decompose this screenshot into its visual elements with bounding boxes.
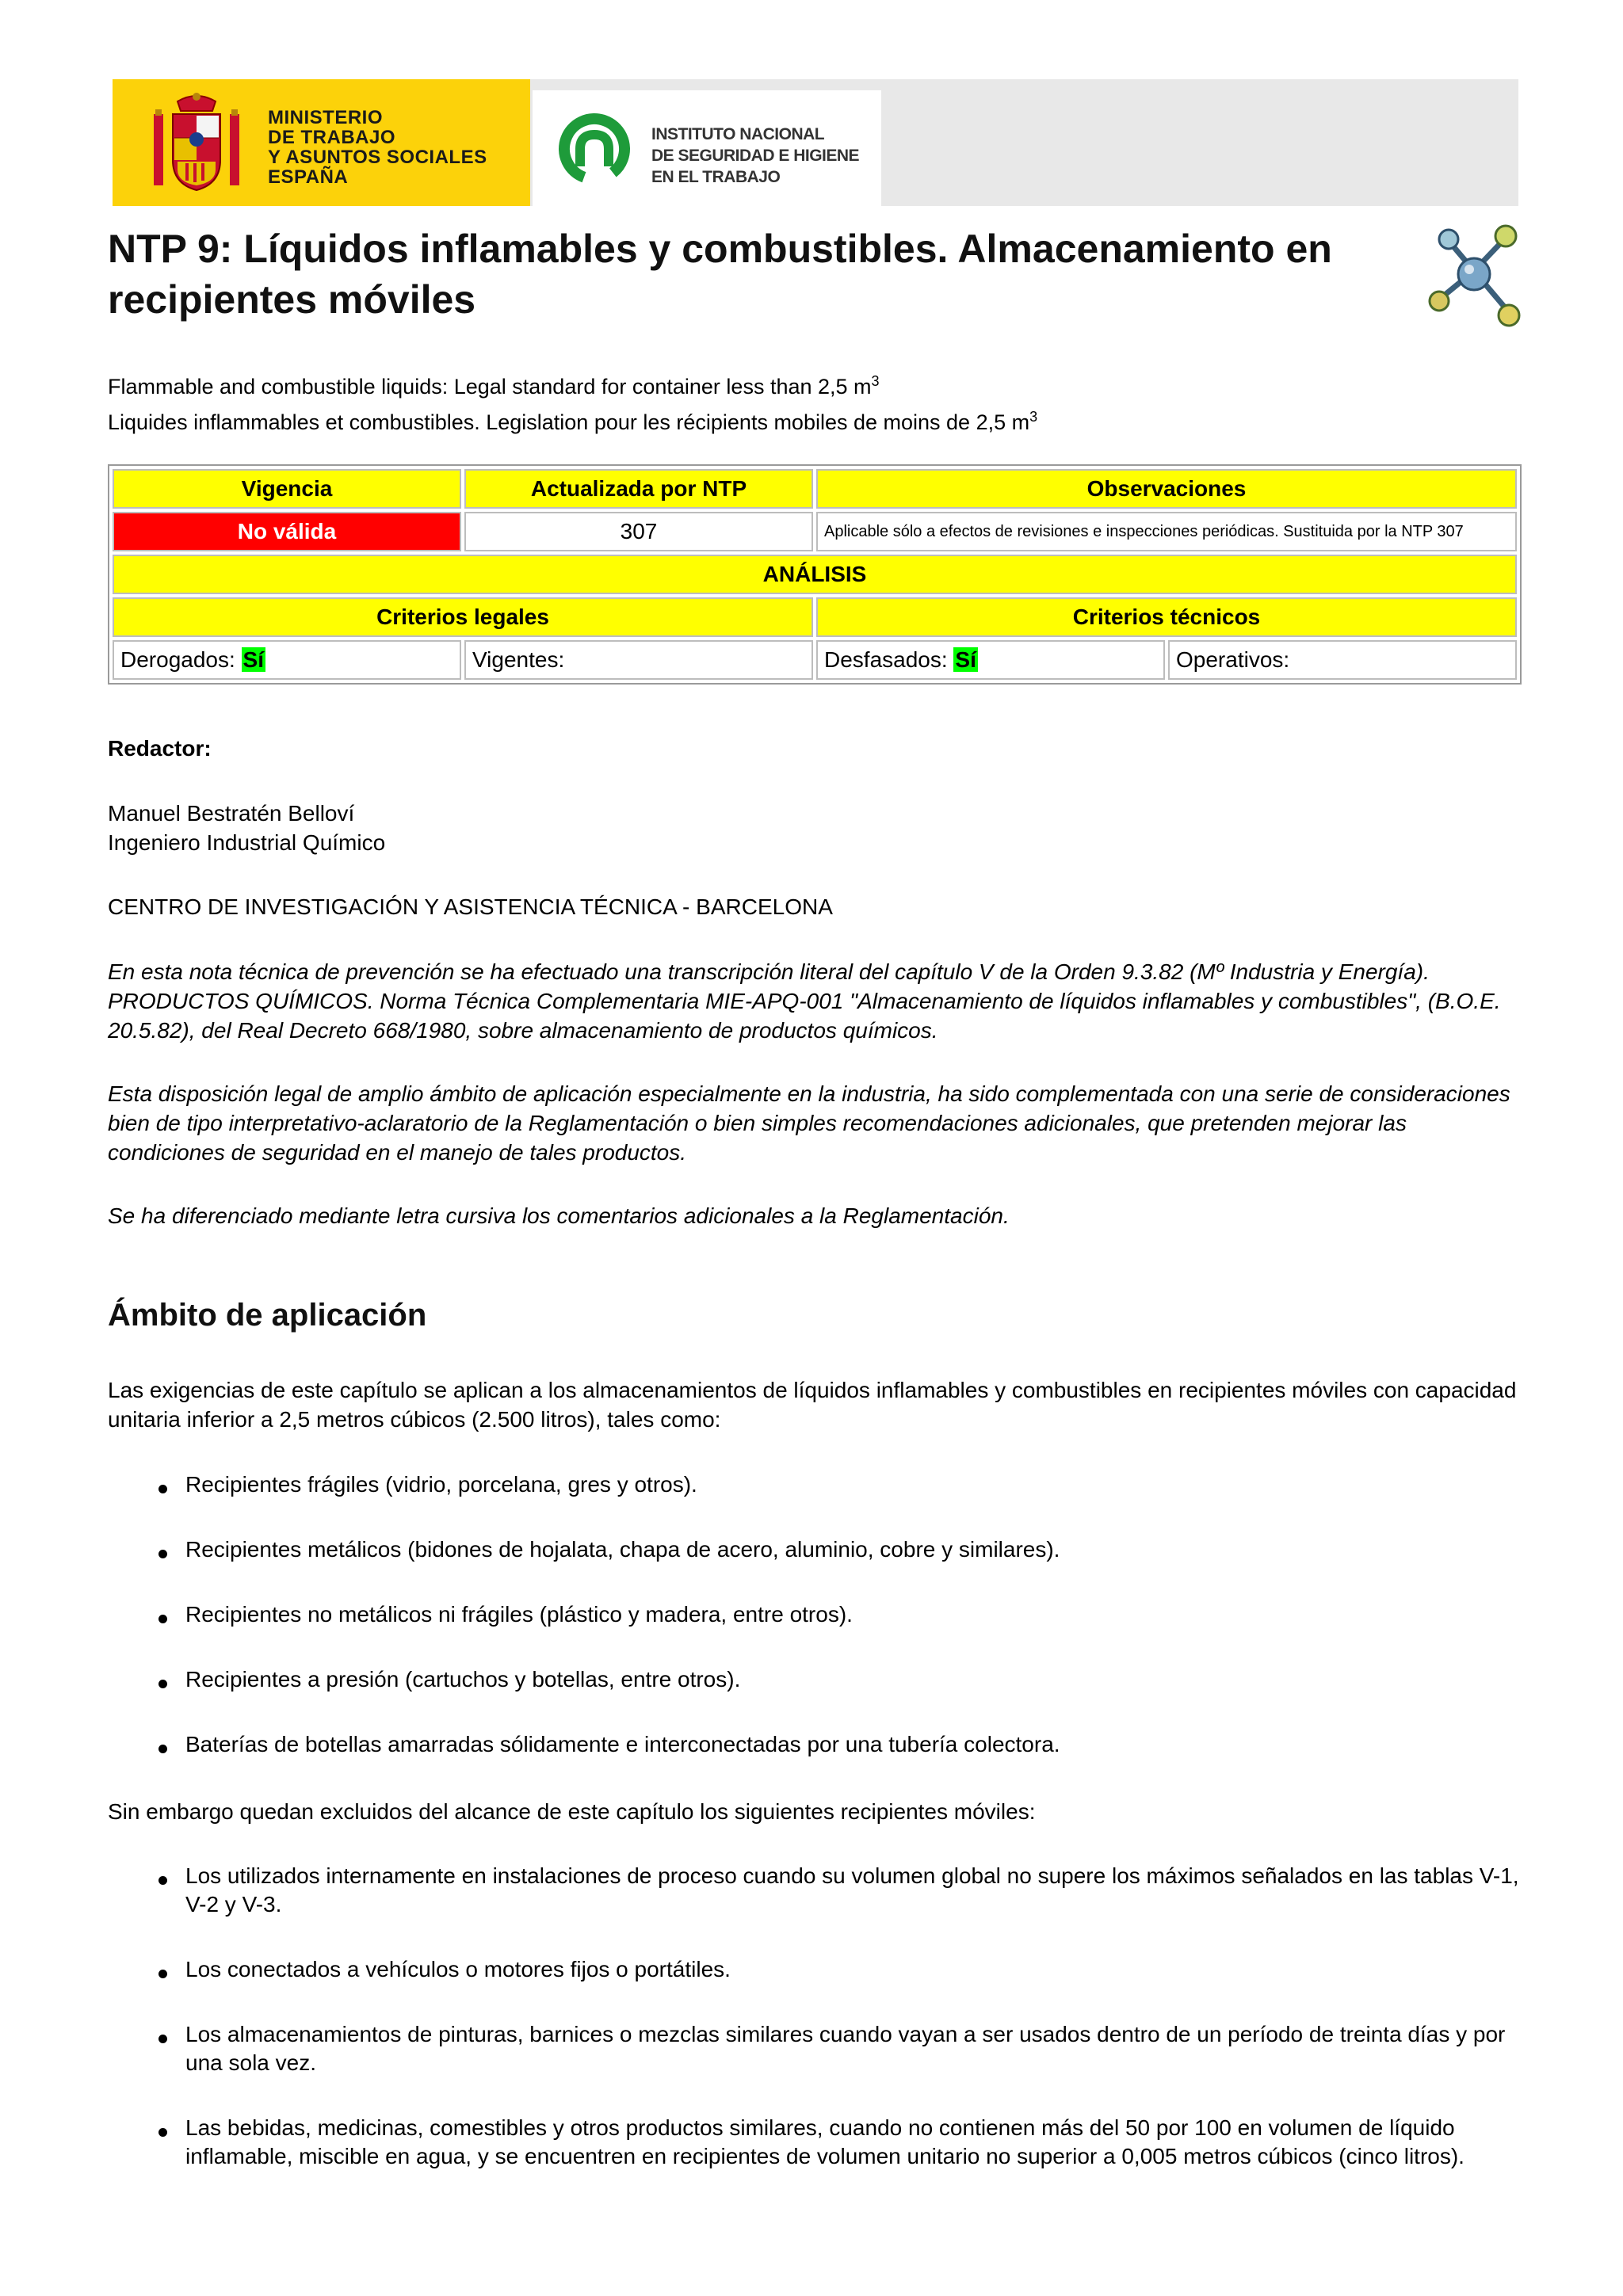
list-item: Los conectados a vehículos o motores fijos o portátiles. [108,1955,1526,1984]
page-title: NTP 9: Líquidos inflamables y combustibles. Almacenamiento en recipientes móviles [108,227,1332,322]
bullet-icon [158,1485,167,1493]
list-item: Recipientes frágiles (vidrio, porcelana, gres y otros). [108,1470,1526,1499]
observaciones-value: Aplicable sólo a efectos de revisiones e inspecciones periódicas. Sustituida por la NTP 307 [816,512,1517,551]
criterios-tecnicos-header: Criterios técnicos [816,597,1517,637]
section-intro: Las exigencias de este capítulo se aplican a los almacenamientos de líquidos inflamables y combustibles en recipientes móviles con capacidad unitaria inferior a 2,5 metros cúbicos (2.500 litros), tales como: [108,1378,1517,1432]
intro-paragraph-2: Esta disposición legal de amplio ámbito de aplicación especialmente en la industria, ha sido complementada con una serie de consideraciones bien de tipo interpretativo-aclaratorio de la Reglamentación o bien simples recomendaciones adicionales, que pretenden mejorar las condiciones de seguridad en el manejo de tales productos. [108,1081,1510,1165]
desfasados-cell: Desfasados: Sí [816,640,1165,680]
status-value-row [113,512,1517,551]
actualizada-header: Actualizada por NTP [464,469,813,509]
bullet-icon [158,2128,167,2137]
section-heading: Ámbito de aplicación [108,1298,427,1333]
bullet-icon [158,1615,167,1623]
subtitle-english: Flammable and combustible liquids: Legal standard for container less than 2,5 $m^3$ [108,373,880,399]
bullet-icon [158,1680,167,1688]
list-item: Los utilizados internamente en instalaciones de proceso cuando su volumen global no supere los máximos señalados en las tablas V-1, V-2 y V-3. [108,1862,1526,1919]
intro-paragraph-3: Se ha diferenciado mediante letra cursiva los comentarios adicionales a la Reglamentación. [108,1203,1010,1228]
subtitles [108,366,1037,437]
status-table [108,464,1522,685]
header-banner [113,79,1518,206]
list-item: Recipientes no metálicos ni frágiles (plástico y madera, entre otros). [108,1600,1526,1629]
ministry-name: MINISTERIO DE TRABAJO Y ASUNTOS SOCIALES ESPAÑA [268,107,487,188]
operativos-cell: Operativos: [1168,640,1517,680]
redactor-center: CENTRO DE INVESTIGACIÓN Y ASISTENCIA TÉCNICA - BARCELONA [108,894,833,919]
bullet-icon [158,1745,167,1753]
bullet-icon [158,1550,167,1558]
vigencia-value: No válida [113,512,461,551]
list-item: Baterías de botellas amarradas sólidamente e interconectadas por una tubería colectora. [108,1730,1526,1759]
criterios-row [113,597,1517,637]
redactor-label: Redactor: [108,736,212,761]
redactor-role: Ingeniero Industrial Químico [108,830,386,855]
excluded-intro: Sin embargo quedan excluidos del alcance de este capítulo los siguientes recipientes móviles: [108,1799,1036,1824]
redactor-info [108,799,1526,857]
list-item: Los almacenamientos de pinturas, barnices o mezclas similares cuando vayan a ser usados dentro de un período de treinta días y por una sola vez. [108,2020,1526,2077]
derogados-cell: Derogados: Sí [113,640,461,680]
bullet-icon [158,2035,167,2043]
actualizada-value[interactable]: 307 [464,512,813,551]
desfasados-badge: Sí [955,647,976,672]
subtitle-french: Liquides inflammables et combustibles. Legislation pour les récipients mobiles de moins de 2,5 $m^3$ [108,409,1038,434]
bullet-icon [158,1970,167,1978]
status-header-row [113,469,1517,509]
analisis-row [113,555,1517,594]
list-item: Recipientes a presión (cartuchos y botellas, entre otros). [108,1665,1526,1694]
institute-logo[interactable] [533,90,881,206]
observaciones-header: Observaciones [816,469,1517,509]
institute-emblem-icon [556,111,632,187]
derogados-badge: Sí [242,647,265,672]
analisis-header: ANÁLISIS [113,555,1517,594]
redactor-name: Manuel Bestratén Belloví [108,801,355,826]
coat-of-arms-icon [154,90,239,195]
ministry-logo[interactable] [113,79,530,206]
institute-name: INSTITUTO NACIONAL DE SEGURIDAD E HIGIENE EN EL TRABAJO [651,125,860,186]
list-item: Recipientes metálicos (bidones de hojalata, chapa de acero, aluminio, cobre y similares). [108,1535,1526,1564]
list-item: Las bebidas, medicinas, comestibles y otros productos similares, cuando no contienen más del 50 por 100 en volumen de líquido inflamable, miscible en agua, y se encuentren en recipientes de volumen unitario no superior a 0,005 metros cúbicos (cinco litros). [108,2114,1526,2171]
criterios-legales-header: Criterios legales [113,597,813,637]
vigentes-cell: Vigentes: [464,640,813,680]
excluded-list [108,1862,1526,2207]
bullet-icon [158,1876,167,1885]
vigencia-header: Vigencia [113,469,461,509]
included-list [108,1470,1526,1795]
molecule-icon [1426,223,1529,334]
intro-paragraph-1: En esta nota técnica de prevención se ha efectuado una transcripción literal del capítulo V de la Orden 9.3.82 (Mº Industria y Energía). PRODUCTOS QUÍMICOS. Norma Técnica Complementaria MIE-APQ-001 "Almacenamiento de líquidos inflamables y combustibles", (B.O.E. 20.5.82), del Real Decreto 668/1980, sobre almacenamiento de productos químicos. [108,959,1501,1043]
criterios-values-row [113,640,1517,680]
